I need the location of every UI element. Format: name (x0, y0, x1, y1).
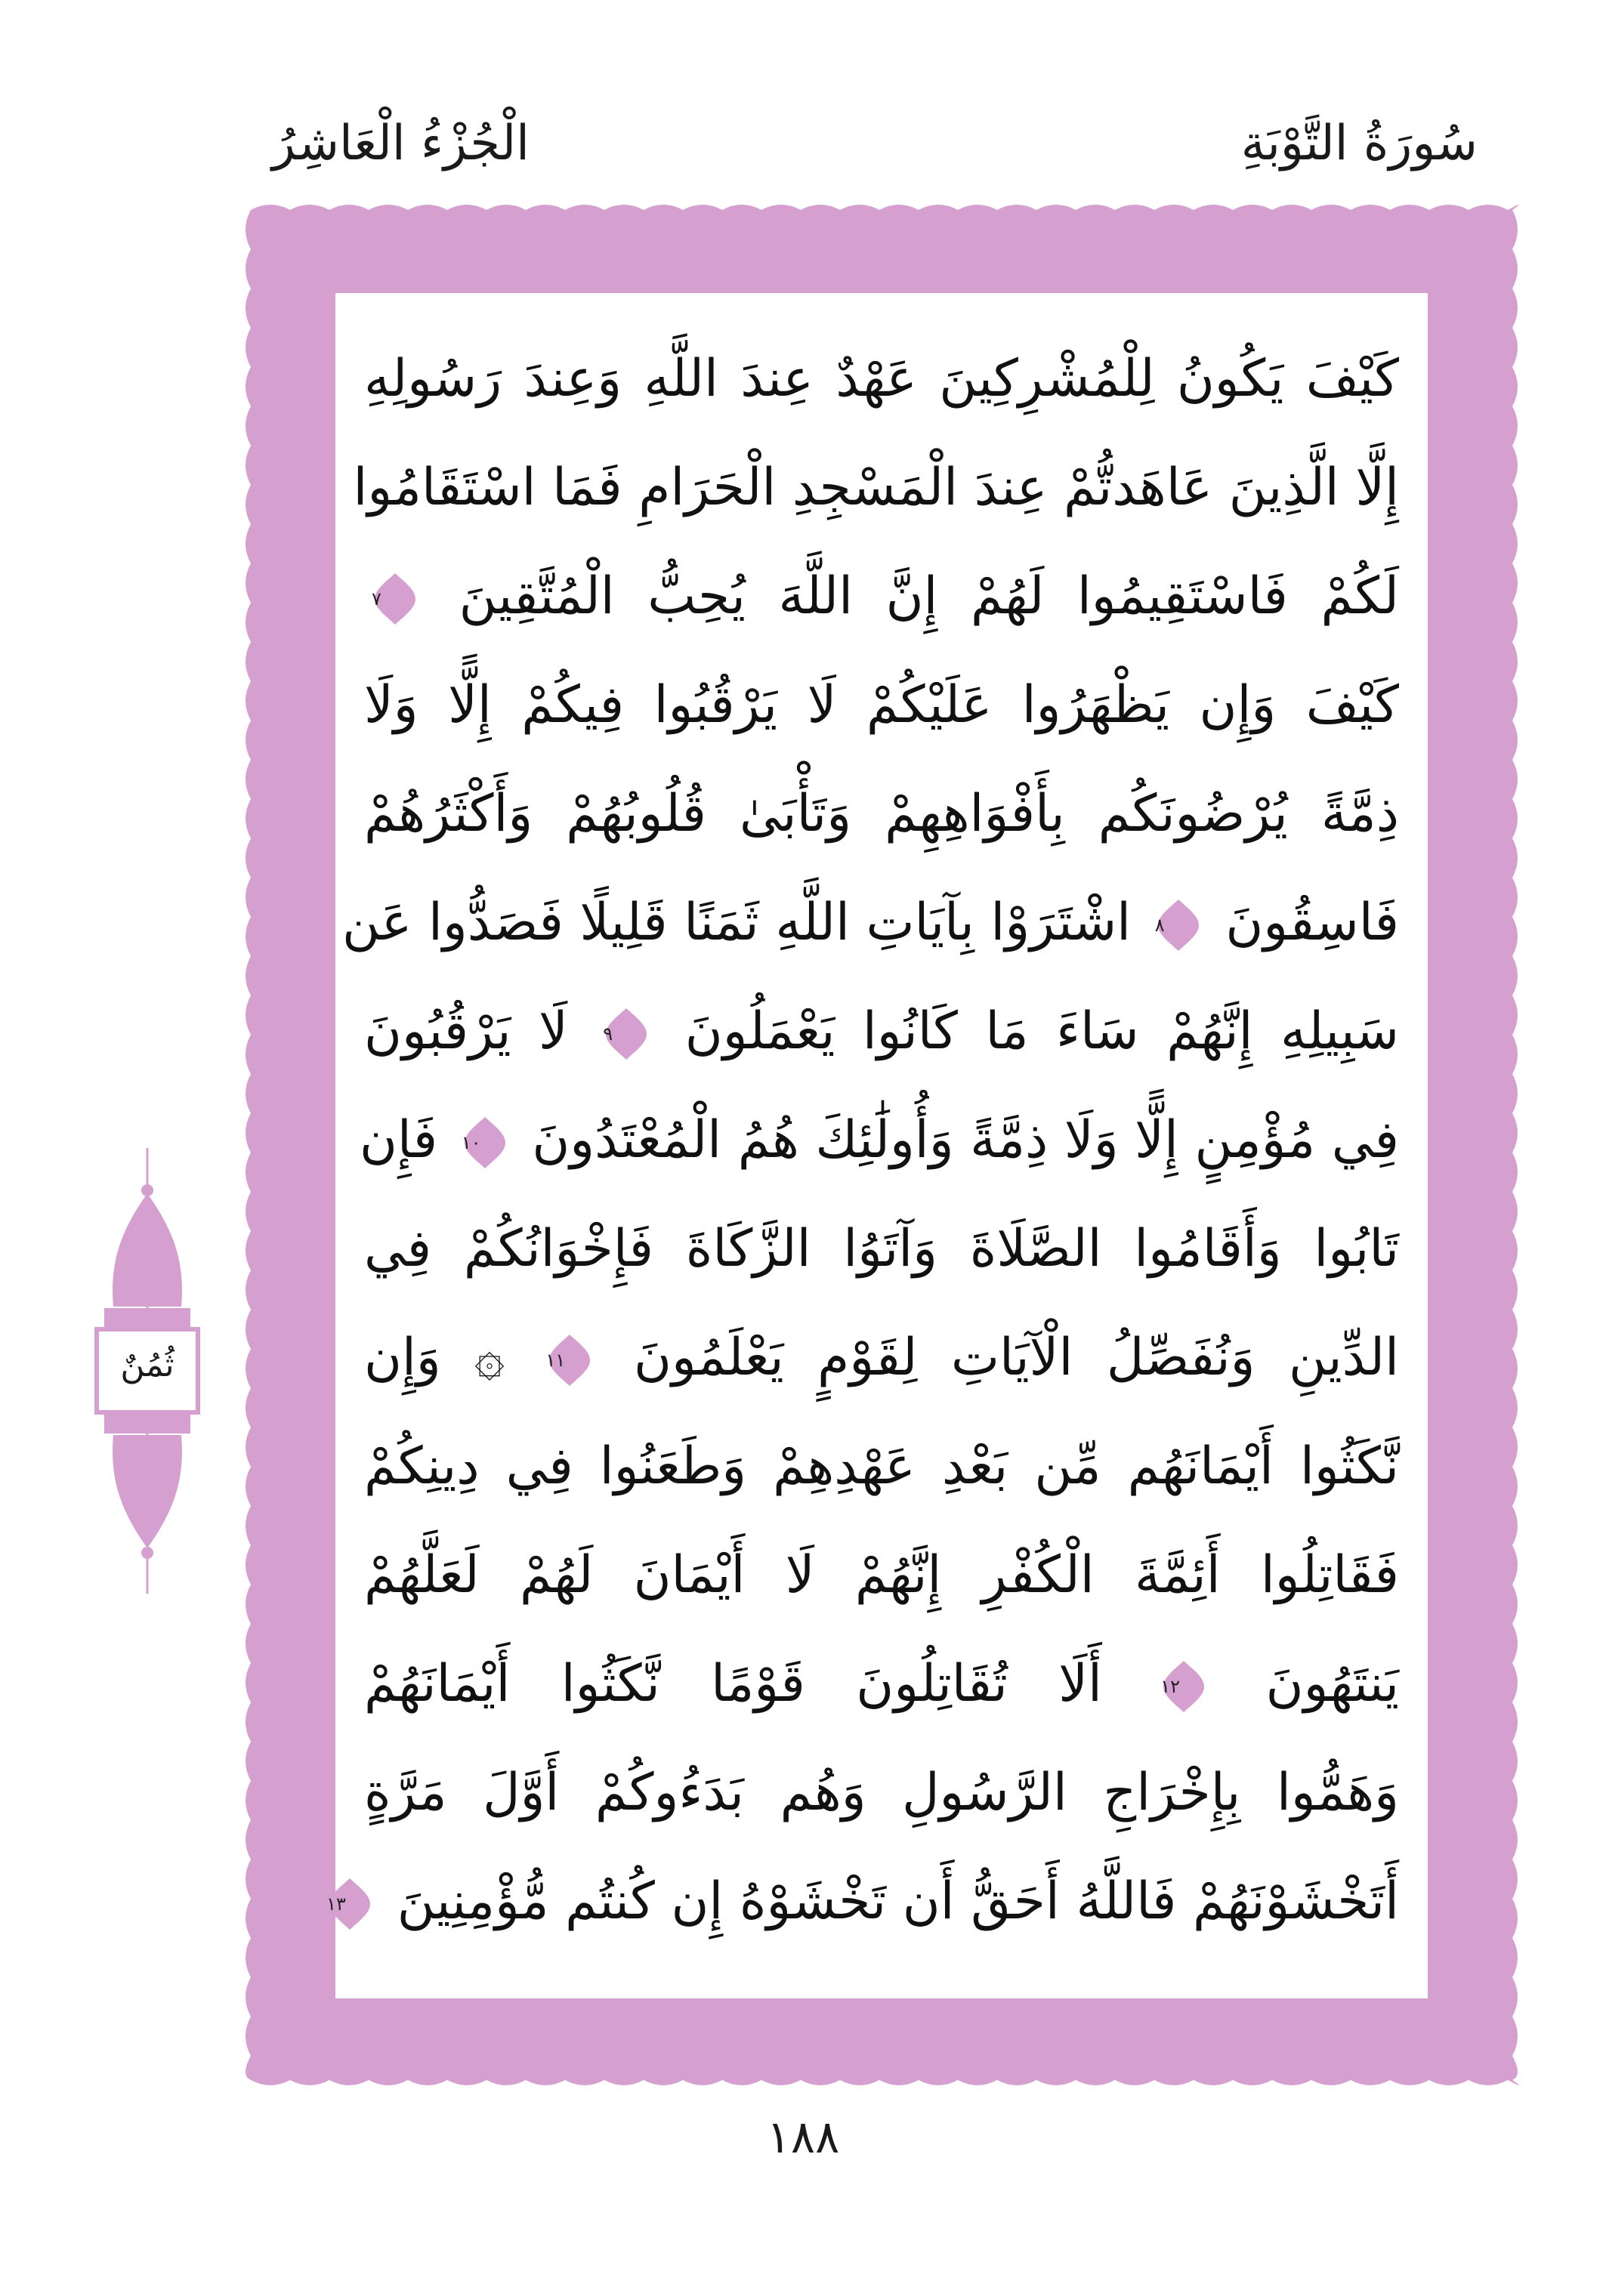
verse-line (364, 1412, 1399, 1521)
verse-text: فِي مُؤْمِنٍ إِلًّا وَلَا ذِمَّةً وَأُولَٰئِكَ هُمُ الْمُعْتَدُونَ (532, 1110, 1399, 1170)
verse-text: اشْتَرَوْا بِآيَاتِ اللَّهِ ثَمَنًا قَلِيلًا فَصَدُّوا عَن (342, 893, 1132, 952)
verse-line (364, 1521, 1399, 1630)
verse-text: كَيْفَ وَإِن يَظْهَرُوا عَلَيْكُمْ لَا يَرْقُبُوا فِيكُمْ إِلًّا وَلَا (364, 675, 1399, 735)
ayah-number-marker (546, 1333, 593, 1387)
verse-text: تَابُوا وَأَقَامُوا الصَّلَاةَ وَآتَوُا الزَّكَاةَ فَإِخْوَانُكُمْ فِي (364, 1219, 1399, 1279)
ayah-number: ١١ (545, 1350, 566, 1372)
verse-text: وَهَمُّوا بِإِخْرَاجِ الرَّسُولِ وَهُم بَدَءُوكُمْ أَوَّلَ مَرَّةٍ (364, 1763, 1399, 1822)
verse-line (364, 325, 1399, 434)
frame-scallop-bottom (251, 2080, 1512, 2091)
verse-text: لَكُمْ فَاسْتَقِيمُوا لَهُمْ إِنَّ اللَّهَ يُحِبُّ الْمُتَّقِينَ (459, 566, 1399, 626)
verse-text: فَإِن (359, 1110, 438, 1170)
verse-line (364, 1739, 1399, 1847)
juz-name: الْجُزْءُ الْعَاشِرُ (272, 116, 530, 171)
verse-text: إِلَّا الَّذِينَ عَاهَدتُّمْ عِندَ الْمَسْجِدِ الْحَرَامِ فَمَا اسْتَقَامُوا (353, 458, 1399, 517)
ayah-number-marker (326, 1877, 373, 1931)
page-frame (251, 210, 1512, 2080)
ayah-number: ٧ (372, 588, 381, 610)
verse-line (359, 1086, 1399, 1195)
verse-text: سَبِيلِهِ إِنَّهُمْ سَاءَ مَا كَانُوا يَعْمَلُونَ (684, 1001, 1400, 1061)
text-panel (326, 293, 1428, 1998)
surah-name: سُورَةُ التَّوْبَةِ (1240, 116, 1478, 171)
page-number: ١٨٨ (766, 2111, 840, 2164)
frame-scallop-right (1512, 210, 1523, 2080)
ayah-number: ٩ (603, 1023, 613, 1045)
ayah-number-marker (372, 572, 418, 626)
verse-text: الدِّينِ وَنُفَصِّلُ الْآيَاتِ لِقَوْمٍ يَعْلَمُونَ (634, 1328, 1399, 1387)
ayah-number: ١٢ (1160, 1676, 1181, 1698)
ayah-number-marker (1160, 1659, 1207, 1714)
ayah-number-marker (603, 1007, 650, 1061)
verse-text: لَا يَرْقُبُونَ (364, 1001, 568, 1061)
verse-text: ۞ وَإِن (364, 1328, 505, 1387)
verse-text: فَقَاتِلُوا أَئِمَّةَ الْكُفْرِ إِنَّهُمْ لَا أَيْمَانَ لَهُمْ لَعَلَّهُمْ (364, 1545, 1399, 1605)
verse-line (364, 542, 1399, 651)
frame-scallop-top (251, 199, 1512, 210)
ayah-number-marker (462, 1116, 508, 1170)
ayah-number: ٨ (1154, 915, 1165, 937)
frame-scallop-left (240, 210, 251, 2080)
verse-text: أَتَخْشَوْنَهُمْ فَاللَّهُ أَحَقُّ أَن تَخْشَوْهُ إِن كُنتُم مُّؤْمِنِينَ (397, 1872, 1399, 1931)
verse-line (364, 977, 1399, 1086)
verse-line (364, 651, 1399, 760)
thumn-marker (91, 1148, 204, 1594)
ayah-number: ١٣ (326, 1893, 346, 1915)
verse-text: ذِمَّةً يُرْضُونَكُم بِأَفْوَاهِهِمْ وَتَأْبَىٰ قُلُوبُهُمْ وَأَكْثَرُهُمْ (364, 784, 1399, 844)
verse-text: فَاسِقُونَ (1225, 893, 1399, 952)
verse-text: يَنتَهُونَ (1265, 1654, 1399, 1714)
verse-line (364, 1304, 1399, 1412)
thumn-label: ثُمُنٌ (120, 1346, 174, 1384)
verse-line (364, 760, 1399, 869)
ayah-number: ١٠ (461, 1132, 481, 1154)
verse-line (364, 1195, 1399, 1304)
verse-text: كَيْفَ يَكُونُ لِلْمُشْرِكِينَ عَهْدٌ عِندَ اللَّهِ وَعِندَ رَسُولِهِ (364, 349, 1399, 409)
ayah-number-marker (1155, 898, 1202, 952)
verse-line (353, 434, 1399, 542)
verse-text: أَلَا تُقَاتِلُونَ قَوْمًا نَّكَثُوا أَيْمَانَهُمْ (364, 1654, 1102, 1714)
verse-line (342, 869, 1399, 977)
verse-line (364, 1630, 1399, 1739)
verse-line (326, 1847, 1399, 1956)
verse-text: نَّكَثُوا أَيْمَانَهُم مِّن بَعْدِ عَهْدِهِمْ وَطَعَنُوا فِي دِينِكُمْ (364, 1437, 1399, 1496)
verse-lines (326, 325, 1400, 1956)
